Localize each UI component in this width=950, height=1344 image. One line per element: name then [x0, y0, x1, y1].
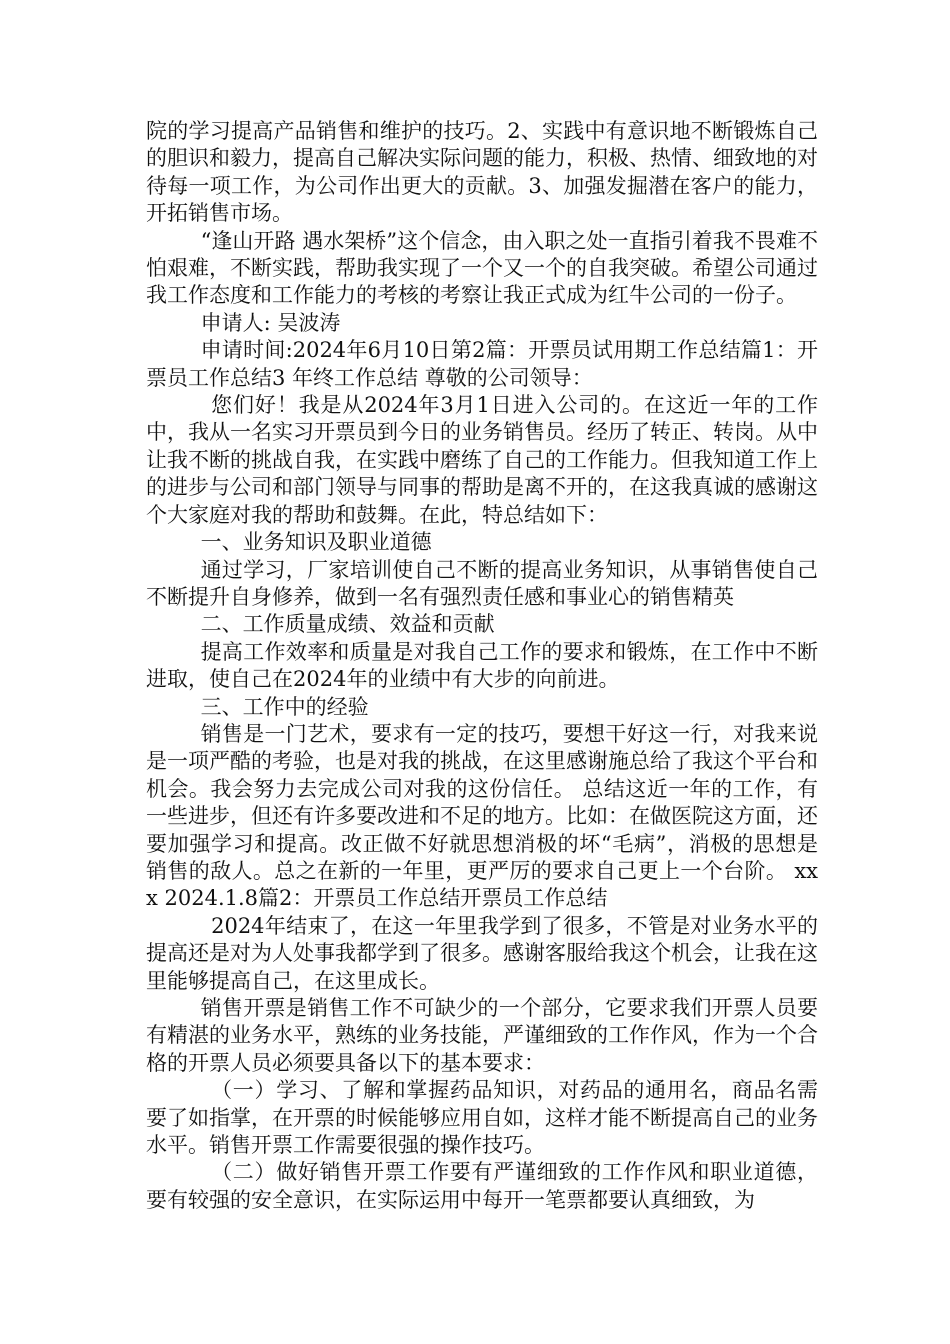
document-body — [146, 118, 818, 1214]
paragraph: （一）学习、了解和掌握药品知识，对药品的通用名，商品名需要了如指掌，在开票的时候能够应用自如，这样才能不断提高自己的业务水平。销售开票工作需要很强的操作技巧。 — [146, 1078, 818, 1158]
paragraph: 销售是一门艺术，要求有一定的技巧，要想干好这一行，对我来说是一项严酷的考验，也是对我的挑战，在这里感谢施总给了我这个平台和机会。我会努力去完成公司对我的这份信任。 总结这近一年的工作，有一些进步，但还有许多要改进和不足的地方。比如：在做医院这方面，还要加强学习和提高。改正做不好就思想消极的坏“毛病”，消极的思想是销售的敌人。总之在新的一年里，更严厉的要求自己更上一个台阶。 xxx 2024.1.8篇2：开票员工作总结开票员工作总结 — [146, 721, 818, 911]
paragraph: “逢山开路 遇水架桥”这个信念，由入职之处一直指引着我不畏难不怕艰难，不断实践，帮助我实现了一个又一个的自我突破。希望公司通过我工作态度和工作能力的考核的考察让我正式成为红牛公司的一份子。 — [146, 228, 818, 308]
section-heading: 一、业务知识及职业道德 — [200, 530, 432, 555]
applicant-line: 申请人: 吴波涛 — [200, 310, 341, 335]
paragraph: 提高工作效率和质量是对我自己工作的要求和锻炼，在工作中不断进取，使自己在2024年的业绩中有大步的向前进。 — [146, 639, 818, 692]
paragraph: （二）做好销售开票工作要有严谨细致的工作作风和职业道德，要有较强的安全意识，在实际运用中每开一笔票都要认真细致，为 — [146, 1160, 818, 1212]
paragraph: 销售开票是销售工作不可缺少的一个部分，它要求我们开票人员要有精湛的业务水平，熟练的业务技能，严谨细致的工作作风，作为一个合格的开票人员必须要具备以下的基本要求： — [146, 996, 818, 1075]
paragraph: 院的学习提高产品销售和维护的技巧。2、实践中有意识地不断锻炼自己的胆识和毅力，提高自己解决实际问题的能力，积极、热情、细致地的对待每一项工作，为公司作出更大的贡献。3、加强发掘潜在客户的能力，开拓销售市场。 — [146, 119, 818, 226]
application-date-line: 申请时间:2024年6月10日第2篇：开票员试用期工作总结篇1：开票员工作总结3 年终工作总结 尊敬的公司领导： — [146, 338, 818, 390]
paragraph: 您们好！我是从2024年3月1日进入公司的。在这近一年的工作中，我从一名实习开票员到今日的业务销售员。经历了转正、转岗。从中让我不断的挑战自我，在实践中磨练了自己的工作能力。但我知道工作上的进步与公司和部门领导与同事的帮助是离不开的，在这我真诚的感谢这个大家庭对我的帮助和鼓舞。在此，特总结如下： — [146, 393, 818, 527]
section-heading: 三、工作中的经验 — [200, 694, 369, 719]
paragraph: 2024年结束了，在这一年里我学到了很多，不管是对业务水平的提高还是对为人处事我都学到了很多。感谢客服给我这个机会，让我在这里能够提高自己，在这里成长。 — [146, 913, 818, 993]
section-heading: 二、工作质量成绩、效益和贡献 — [200, 612, 495, 637]
paragraph: 通过学习，厂家培训使自己不断的提高业务知识，从事销售使自己不断提升自身修养，做到一名有强烈责任感和事业心的销售精英 — [146, 557, 818, 609]
